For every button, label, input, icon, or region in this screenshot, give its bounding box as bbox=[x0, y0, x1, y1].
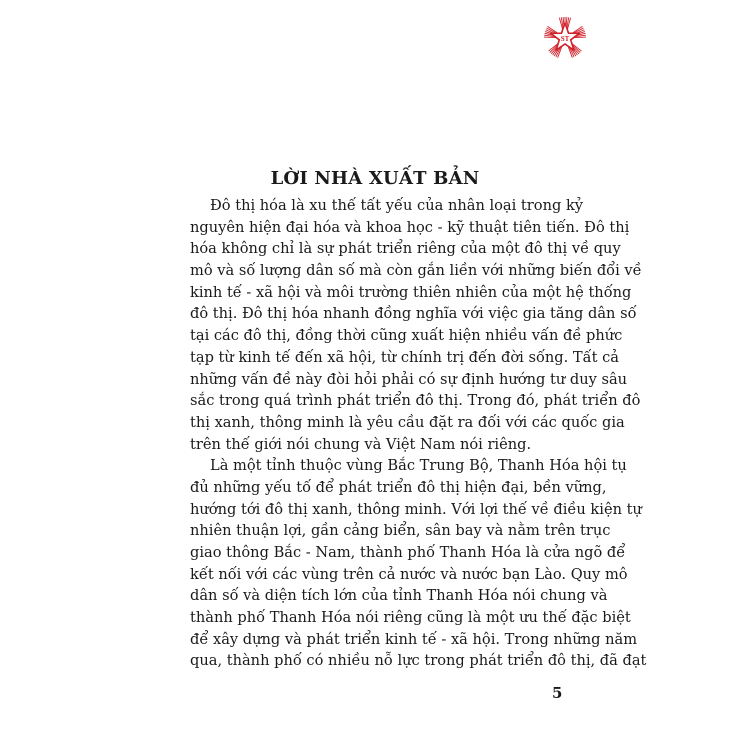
text-line: sắc trong quá trình phát triển đô thị. Trong đó, phát triển đô bbox=[190, 392, 641, 410]
text-line: hóa không chỉ là sự phát triển riêng của một đô thị về quy bbox=[190, 240, 621, 258]
text-line: dân số và diện tích lớn của tỉnh Thanh Hóa nói chung và bbox=[190, 587, 608, 605]
text-line: hướng tới đô thị xanh, thông minh. Với lợi thế về điều kiện tự bbox=[190, 500, 642, 518]
publisher-star-logo-icon bbox=[543, 16, 587, 60]
text-line: thành phố Thanh Hóa nói riêng cũng là một ưu thế đặc biệt bbox=[190, 609, 631, 627]
text-line: trên thế giới nói chung và Việt Nam nói riêng. bbox=[190, 435, 532, 453]
text-line: nguyên hiện đại hóa và khoa học - kỹ thuật tiên tiến. Đô thị bbox=[190, 218, 630, 236]
text-line: để xây dựng và phát triển kinh tế - xã hội. Trong những năm bbox=[190, 630, 638, 648]
text-line: những vấn đề này đòi hỏi phải có sự định hướng tư duy sâu bbox=[190, 370, 628, 388]
text-line: nhiên thuận lợi, gần cảng biển, sân bay và nằm trên trục bbox=[190, 522, 611, 540]
text-line: Đô thị hóa là xu thế tất yếu của nhân loại trong kỷ bbox=[210, 197, 584, 214]
text-line: đô thị. Đô thị hóa nhanh đồng nghĩa với việc gia tăng dân số bbox=[190, 305, 637, 323]
text-line: giao thông Bắc - Nam, thành phố Thanh Hóa là cửa ngõ để bbox=[190, 544, 626, 561]
text-line: thị xanh, thông minh là yêu cầu đặt ra đối với các quốc gia bbox=[190, 413, 625, 431]
page-title: LỜI NHÀ XUẤT BẢN bbox=[270, 168, 480, 189]
text-line: kinh tế - xã hội và môi trường thiên nhiên của một hệ thống bbox=[190, 283, 632, 301]
text-line: kết nối với các vùng trên cả nước và nước bạn Lào. Quy mô bbox=[190, 565, 628, 583]
text-line: tạp từ kinh tế đến xã hội, từ chính trị đến đời sống. Tất cả bbox=[190, 348, 619, 366]
svg-text:ST: ST bbox=[560, 35, 570, 43]
text-line: đủ những yếu tố để phát triển đô thị hiện đại, bền vững, bbox=[190, 478, 607, 496]
page-number: 5 bbox=[552, 684, 563, 702]
text-line: qua, thành phố có nhiều nỗ lực trong phát triển đô thị, đã đạt bbox=[190, 652, 647, 670]
document-body bbox=[190, 195, 647, 672]
text-line: mô và số lượng dân số mà còn gắn liền với những biến đổi về bbox=[190, 262, 642, 280]
text-line: Là một tỉnh thuộc vùng Bắc Trung Bộ, Thanh Hóa hội tụ bbox=[210, 457, 627, 475]
text-line: tại các đô thị, đồng thời cũng xuất hiện nhiều vấn đề phức bbox=[190, 327, 623, 345]
